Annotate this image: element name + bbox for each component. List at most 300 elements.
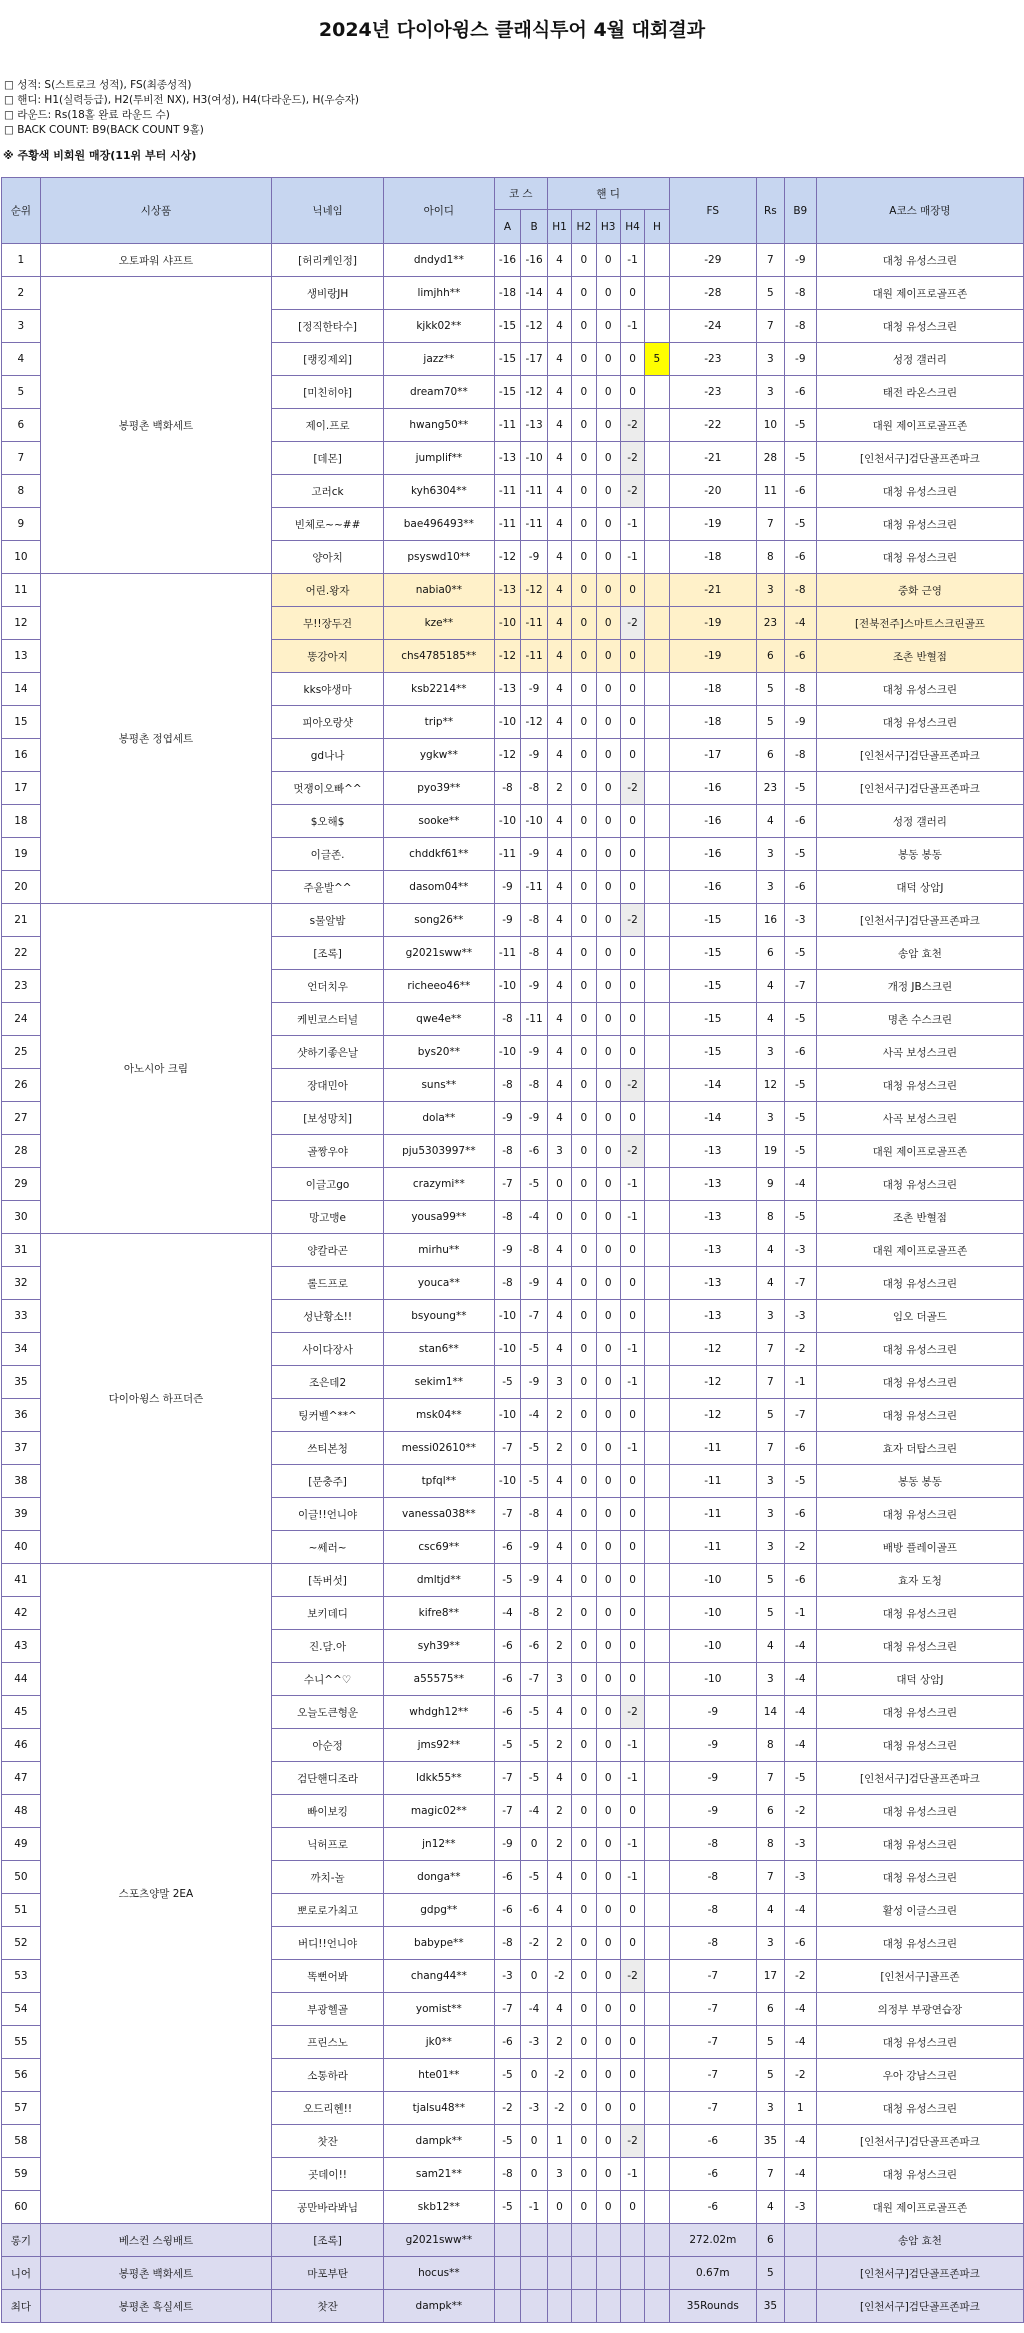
h4-cell: -2 (620, 2125, 644, 2158)
rs-cell: 6 (757, 937, 785, 970)
store-cell: 대청 유성스크린 (816, 1696, 1023, 1729)
empty-cell (620, 2290, 644, 2323)
h-cell (645, 1300, 669, 1333)
special-award-row (2, 2290, 1024, 2323)
b9-cell: -6 (784, 1498, 816, 1531)
nickname-cell: 까치-놀 (272, 1861, 384, 1894)
rs-cell: 3 (757, 871, 785, 904)
a-cell: -9 (494, 1102, 521, 1135)
h4-cell: -1 (620, 541, 644, 574)
b-cell: -13 (521, 409, 548, 442)
store-cell: 대청 유성스크린 (816, 1333, 1023, 1366)
b-cell: -8 (521, 937, 548, 970)
rank-cell: 34 (2, 1333, 41, 1366)
empty-cell (547, 2257, 571, 2290)
store-cell: 송암 효천 (816, 2224, 1023, 2257)
nickname-cell: 롤드프로 (272, 1267, 384, 1300)
nickname-cell: [조록] (272, 2224, 384, 2257)
rank-cell: 21 (2, 904, 41, 937)
b-cell: -8 (521, 1069, 548, 1102)
b9-cell: -5 (784, 1135, 816, 1168)
nickname-cell: 멋쟁이오빠^^ (272, 772, 384, 805)
h3-cell: 0 (596, 937, 620, 970)
h4-cell: 0 (620, 1399, 644, 1432)
rs-cell: 5 (757, 2026, 785, 2059)
prize-cell: 봉평촌 백화세트 (40, 277, 271, 574)
header-h2: H2 (572, 210, 596, 244)
b9-cell: -1 (784, 1366, 816, 1399)
a-cell: -2 (494, 2092, 521, 2125)
b9-cell: -5 (784, 1003, 816, 1036)
id-cell: kze** (383, 607, 494, 640)
a-cell: -10 (494, 607, 521, 640)
nickname-cell: 주윤발^^ (272, 871, 384, 904)
header-prize: 시상품 (40, 178, 271, 244)
store-cell: 조촌 반혈점 (816, 640, 1023, 673)
h-cell (645, 673, 669, 706)
store-cell: 대청 유성스크린 (816, 673, 1023, 706)
h2-cell: 0 (572, 607, 596, 640)
b9-cell: -6 (784, 805, 816, 838)
fs-cell: -10 (669, 1663, 756, 1696)
h4-cell: -1 (620, 244, 644, 277)
h3-cell: 0 (596, 1366, 620, 1399)
h-cell (645, 838, 669, 871)
special-award-row (2, 2257, 1024, 2290)
id-cell: sooke** (383, 805, 494, 838)
fs-cell: -24 (669, 310, 756, 343)
a-cell: -7 (494, 1498, 521, 1531)
rs-cell: 4 (757, 1267, 785, 1300)
b9-cell: -4 (784, 1630, 816, 1663)
fs-cell: -7 (669, 1993, 756, 2026)
fs-cell: -13 (669, 1300, 756, 1333)
id-cell: bsyoung** (383, 1300, 494, 1333)
nickname-cell: 샷하기좋은날 (272, 1036, 384, 1069)
h4-cell: 0 (620, 1531, 644, 1564)
id-cell: chs4785185** (383, 640, 494, 673)
a-cell: -15 (494, 310, 521, 343)
h2-cell: 0 (572, 1234, 596, 1267)
h-cell (645, 640, 669, 673)
b9-cell: -6 (784, 871, 816, 904)
header-fs: FS (669, 178, 756, 244)
nickname-cell: 공만바라봐님 (272, 2191, 384, 2224)
b9-cell: -7 (784, 1399, 816, 1432)
store-cell: 의정부 부광연습장 (816, 1993, 1023, 2026)
h4-cell: 0 (620, 970, 644, 1003)
rank-cell: 13 (2, 640, 41, 673)
a-cell: -12 (494, 541, 521, 574)
a-cell: -5 (494, 2125, 521, 2158)
b-cell: -5 (521, 1432, 548, 1465)
a-cell: -10 (494, 1399, 521, 1432)
b9-cell: -4 (784, 2158, 816, 2191)
b9-cell: -7 (784, 970, 816, 1003)
fs-cell: -9 (669, 1696, 756, 1729)
h3-cell: 0 (596, 1762, 620, 1795)
b-cell: -9 (521, 1267, 548, 1300)
b9-cell: -3 (784, 904, 816, 937)
h3-cell: 0 (596, 1267, 620, 1300)
fs-cell: -11 (669, 1465, 756, 1498)
b9-cell: -5 (784, 1762, 816, 1795)
fs-cell: -13 (669, 1201, 756, 1234)
store-cell: 조촌 반혈점 (816, 1201, 1023, 1234)
a-cell: -10 (494, 1300, 521, 1333)
id-cell: a55575** (383, 1663, 494, 1696)
h-cell (645, 1168, 669, 1201)
b9-cell: -6 (784, 1432, 816, 1465)
h3-cell: 0 (596, 1729, 620, 1762)
h1-cell: 3 (547, 1663, 571, 1696)
a-cell: -8 (494, 1201, 521, 1234)
rs-cell: 3 (757, 343, 785, 376)
rank-cell: 46 (2, 1729, 41, 1762)
b-cell: -9 (521, 1531, 548, 1564)
store-cell: 사곡 보성스크린 (816, 1102, 1023, 1135)
b-cell: -5 (521, 1168, 548, 1201)
id-cell: pju5303997** (383, 1135, 494, 1168)
award-type-cell: 최다 (2, 2290, 41, 2323)
rs-cell: 23 (757, 772, 785, 805)
h2-cell: 0 (572, 1168, 596, 1201)
fs-cell: -10 (669, 1564, 756, 1597)
a-cell: -10 (494, 706, 521, 739)
empty-cell (620, 2224, 644, 2257)
h2-cell: 0 (572, 1465, 596, 1498)
b-cell: -6 (521, 1135, 548, 1168)
rank-cell: 18 (2, 805, 41, 838)
rs-cell: 6 (757, 1795, 785, 1828)
fs-cell: -20 (669, 475, 756, 508)
b-cell: -3 (521, 2026, 548, 2059)
h4-cell: 0 (620, 1597, 644, 1630)
empty-cell (521, 2257, 548, 2290)
b9-cell: -9 (784, 706, 816, 739)
h2-cell: 0 (572, 1366, 596, 1399)
h2-cell: 0 (572, 1300, 596, 1333)
empty-cell (521, 2290, 548, 2323)
b9-cell: -6 (784, 475, 816, 508)
nickname-cell: 부광헬골 (272, 1993, 384, 2026)
empty-cell (547, 2224, 571, 2257)
a-cell: -5 (494, 2059, 521, 2092)
h3-cell: 0 (596, 574, 620, 607)
h-cell (645, 442, 669, 475)
a-cell: -8 (494, 1003, 521, 1036)
a-cell: -5 (494, 2191, 521, 2224)
h2-cell: 0 (572, 244, 596, 277)
store-cell: 대청 유성스크린 (816, 1927, 1023, 1960)
h4-cell: 0 (620, 1036, 644, 1069)
b9-cell: -4 (784, 1729, 816, 1762)
fs-cell: -28 (669, 277, 756, 310)
h-cell (645, 1597, 669, 1630)
rs-cell: 19 (757, 1135, 785, 1168)
h4-cell: 0 (620, 1993, 644, 2026)
nickname-cell: 언더치우 (272, 970, 384, 1003)
h4-cell: 0 (620, 706, 644, 739)
h1-cell: 3 (547, 2158, 571, 2191)
store-cell: [인천서구]검단골프존파크 (816, 772, 1023, 805)
nickname-cell: s물알밤 (272, 904, 384, 937)
b9-cell: -2 (784, 1795, 816, 1828)
h1-cell: 2 (547, 1432, 571, 1465)
rs-cell: 3 (757, 1036, 785, 1069)
h1-cell: 4 (547, 739, 571, 772)
rank-cell: 50 (2, 1861, 41, 1894)
nickname-cell: 망고맹e (272, 1201, 384, 1234)
h4-cell: 0 (620, 1564, 644, 1597)
h-cell (645, 904, 669, 937)
id-cell: msk04** (383, 1399, 494, 1432)
a-cell: -15 (494, 343, 521, 376)
h-cell (645, 1795, 669, 1828)
h3-cell: 0 (596, 508, 620, 541)
rs-cell: 3 (757, 2092, 785, 2125)
store-cell: 대청 유성스크린 (816, 1267, 1023, 1300)
h1-cell: 4 (547, 1333, 571, 1366)
fs-cell: -17 (669, 739, 756, 772)
rs-cell: 5 (757, 2059, 785, 2092)
results-table (1, 177, 1024, 2323)
nickname-cell: [정직한타수] (272, 310, 384, 343)
h1-cell: 4 (547, 1267, 571, 1300)
h3-cell: 0 (596, 310, 620, 343)
h3-cell: 0 (596, 1333, 620, 1366)
prize-cell: 스포츠양말 2EA (40, 1564, 271, 2224)
b-cell: -8 (521, 1498, 548, 1531)
rank-cell: 16 (2, 739, 41, 772)
b-cell: -5 (521, 1762, 548, 1795)
id-cell: qwe4e** (383, 1003, 494, 1036)
h1-cell: 4 (547, 1696, 571, 1729)
store-cell: 대청 유성스크린 (816, 541, 1023, 574)
h3-cell: 0 (596, 376, 620, 409)
rs-cell: 4 (757, 1630, 785, 1663)
b9-cell (784, 2257, 816, 2290)
fs-cell: -18 (669, 673, 756, 706)
a-cell: -6 (494, 1663, 521, 1696)
h4-cell: 0 (620, 2092, 644, 2125)
fs-cell: -19 (669, 508, 756, 541)
h-cell (645, 1465, 669, 1498)
rs-cell: 3 (757, 1300, 785, 1333)
h3-cell: 0 (596, 1036, 620, 1069)
h2-cell: 0 (572, 2158, 596, 2191)
rs-cell: 7 (757, 508, 785, 541)
id-cell: trip** (383, 706, 494, 739)
b-cell: -4 (521, 1399, 548, 1432)
h2-cell: 0 (572, 772, 596, 805)
b-cell: -6 (521, 1630, 548, 1663)
h3-cell: 0 (596, 1696, 620, 1729)
h1-cell: 3 (547, 1135, 571, 1168)
h1-cell: 4 (547, 1102, 571, 1135)
fs-cell: -13 (669, 1267, 756, 1300)
nickname-cell: 생비랑JH (272, 277, 384, 310)
nickname-cell: [독버섯] (272, 1564, 384, 1597)
b-cell: -9 (521, 1564, 548, 1597)
h2-cell: 0 (572, 1003, 596, 1036)
h-cell (645, 1696, 669, 1729)
empty-cell (521, 2224, 548, 2257)
table-row (2, 277, 1024, 310)
id-cell: song26** (383, 904, 494, 937)
fs-cell: -15 (669, 970, 756, 1003)
b9-cell: -9 (784, 244, 816, 277)
b-cell: -5 (521, 1333, 548, 1366)
rs-cell: 14 (757, 1696, 785, 1729)
h-cell (645, 1036, 669, 1069)
h3-cell: 0 (596, 1531, 620, 1564)
h-cell (645, 376, 669, 409)
rank-cell: 36 (2, 1399, 41, 1432)
store-cell: 대청 유성스크린 (816, 310, 1023, 343)
id-cell: hocus** (383, 2257, 494, 2290)
h2-cell: 0 (572, 805, 596, 838)
rs-cell: 5 (757, 673, 785, 706)
empty-cell (645, 2224, 669, 2257)
b-cell: -16 (521, 244, 548, 277)
h1-cell: 2 (547, 2026, 571, 2059)
h2-cell: 0 (572, 1498, 596, 1531)
rank-cell: 48 (2, 1795, 41, 1828)
h2-cell: 0 (572, 1564, 596, 1597)
fs-cell: -7 (669, 2092, 756, 2125)
id-cell: kifre8** (383, 1597, 494, 1630)
store-cell: 성정 갤러리 (816, 805, 1023, 838)
b9-cell: -6 (784, 541, 816, 574)
empty-cell (645, 2290, 669, 2323)
b-cell: -6 (521, 1894, 548, 1927)
h4-cell: -2 (620, 475, 644, 508)
h2-cell: 0 (572, 475, 596, 508)
h1-cell: 4 (547, 640, 571, 673)
h4-cell: 0 (620, 1300, 644, 1333)
nickname-cell: 무!!장두건 (272, 607, 384, 640)
id-cell: yousa99** (383, 1201, 494, 1234)
h-cell (645, 1861, 669, 1894)
b-cell: -9 (521, 1366, 548, 1399)
empty-cell (494, 2290, 521, 2323)
nickname-cell: 프린스노 (272, 2026, 384, 2059)
b9-cell: -9 (784, 343, 816, 376)
h1-cell: 2 (547, 1828, 571, 1861)
rank-cell: 39 (2, 1498, 41, 1531)
fs-cell: -11 (669, 1531, 756, 1564)
store-cell: 대청 유성스크린 (816, 244, 1023, 277)
nickname-cell: 빈체로~~## (272, 508, 384, 541)
a-cell: -11 (494, 409, 521, 442)
h3-cell: 0 (596, 970, 620, 1003)
b9-cell: -8 (784, 574, 816, 607)
b9-cell: -4 (784, 607, 816, 640)
h4-cell: -1 (620, 1432, 644, 1465)
rs-cell: 3 (757, 1531, 785, 1564)
rank-cell: 7 (2, 442, 41, 475)
table-row (2, 1564, 1024, 1597)
b9-cell: -2 (784, 1333, 816, 1366)
id-cell: psyswd10** (383, 541, 494, 574)
h1-cell: 4 (547, 442, 571, 475)
h1-cell: 4 (547, 1894, 571, 1927)
b9-cell: -5 (784, 409, 816, 442)
b9-cell: -6 (784, 376, 816, 409)
empty-cell (572, 2257, 596, 2290)
h4-cell: -1 (620, 1861, 644, 1894)
rank-cell: 33 (2, 1300, 41, 1333)
b-cell: 0 (521, 2158, 548, 2191)
h3-cell: 0 (596, 1861, 620, 1894)
h3-cell: 0 (596, 640, 620, 673)
h4-cell: -1 (620, 310, 644, 343)
fs-cell: -22 (669, 409, 756, 442)
h-cell (645, 1366, 669, 1399)
h2-cell: 0 (572, 409, 596, 442)
a-cell: -8 (494, 1927, 521, 1960)
h3-cell: 0 (596, 409, 620, 442)
b-cell: -7 (521, 1663, 548, 1696)
id-cell: dmltjd** (383, 1564, 494, 1597)
results-body (2, 244, 1024, 2323)
id-cell: ldkk55** (383, 1762, 494, 1795)
h1-cell: 2 (547, 1927, 571, 1960)
h1-cell: 4 (547, 673, 571, 706)
fs-cell: -11 (669, 1498, 756, 1531)
b9-cell: -3 (784, 2191, 816, 2224)
a-cell: -6 (494, 2026, 521, 2059)
b9-cell: -6 (784, 1564, 816, 1597)
id-cell: mirhu** (383, 1234, 494, 1267)
h1-cell: 4 (547, 871, 571, 904)
nickname-cell: 찻잔 (272, 2290, 384, 2323)
rank-cell: 56 (2, 2059, 41, 2092)
rank-cell: 58 (2, 2125, 41, 2158)
h1-cell: 4 (547, 508, 571, 541)
h3-cell: 0 (596, 1432, 620, 1465)
store-cell: 개정 JB스크린 (816, 970, 1023, 1003)
table-row (2, 1234, 1024, 1267)
nickname-cell: 소통하라 (272, 2059, 384, 2092)
store-cell: 대청 유성스크린 (816, 706, 1023, 739)
h-cell (645, 541, 669, 574)
h-cell (645, 310, 669, 343)
store-cell: 대청 유성스크린 (816, 1828, 1023, 1861)
h-cell (645, 970, 669, 1003)
note-line: □ 라운드: Rs(18홀 완료 라운드 수) (4, 109, 170, 121)
rs-cell: 12 (757, 1069, 785, 1102)
prize-cell: 봉평촌 백화세트 (40, 2257, 271, 2290)
header-a: A (494, 210, 521, 244)
b-cell: -9 (521, 541, 548, 574)
h2-cell: 0 (572, 1828, 596, 1861)
b-cell: 0 (521, 2125, 548, 2158)
store-cell: 대청 유성스크린 (816, 508, 1023, 541)
h3-cell: 0 (596, 1663, 620, 1696)
fs-cell: -13 (669, 1135, 756, 1168)
h3-cell: 0 (596, 1597, 620, 1630)
header-h4: H4 (620, 210, 644, 244)
h1-cell: 4 (547, 1564, 571, 1597)
b-cell: -11 (521, 640, 548, 673)
nickname-cell: $오해$ (272, 805, 384, 838)
h1-cell: 4 (547, 838, 571, 871)
rs-cell: 8 (757, 1729, 785, 1762)
h4-cell: -2 (620, 904, 644, 937)
rs-cell: 5 (757, 1399, 785, 1432)
